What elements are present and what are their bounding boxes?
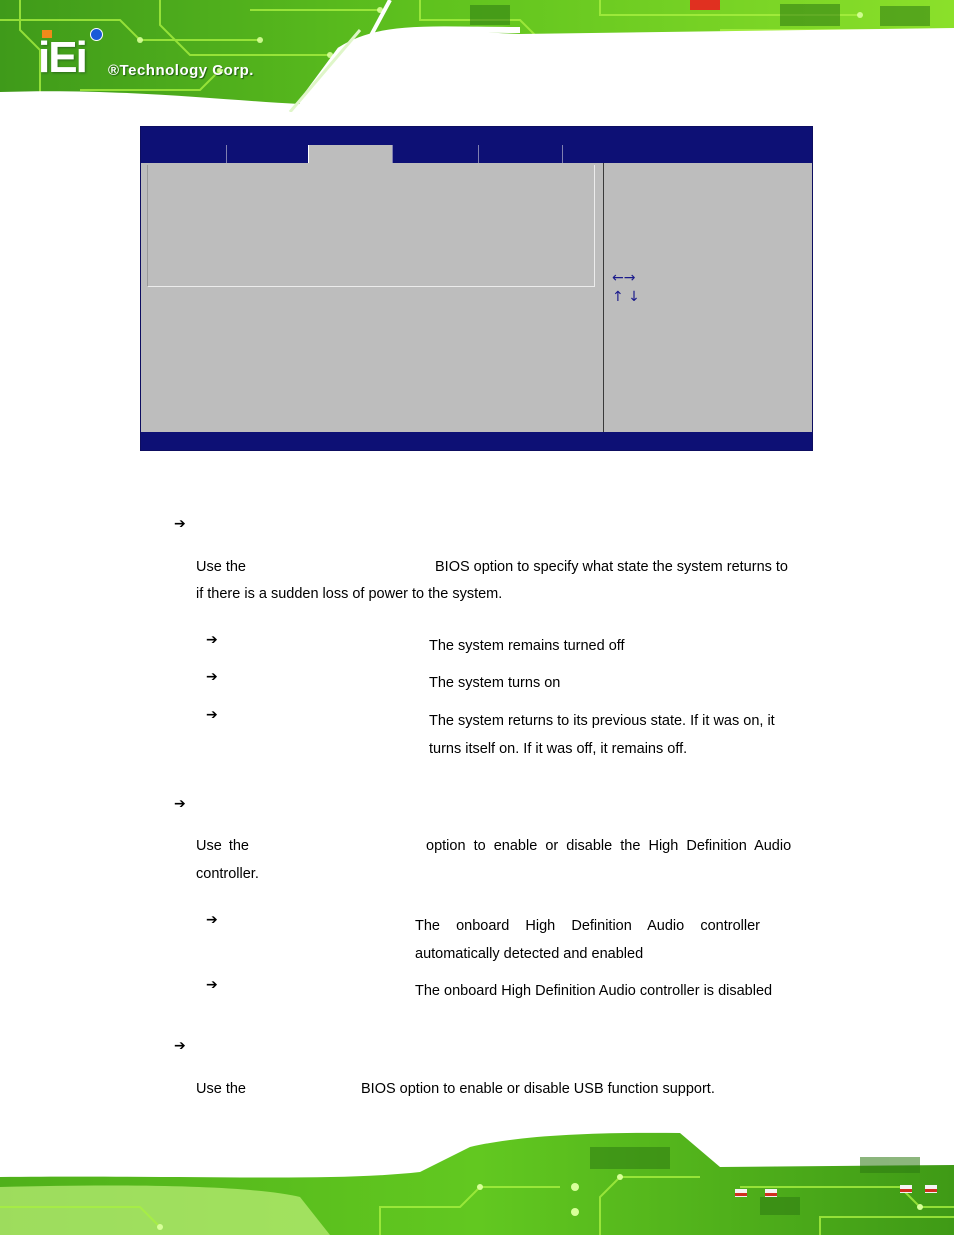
bios-help-divider <box>603 163 604 432</box>
option-description: The system turns on <box>429 675 561 691</box>
option-description-cont: turns itself on. If it was off, it remains off. <box>429 741 688 757</box>
option-description: The system returns to its previous state. If it was on, it <box>429 713 775 729</box>
option-description-cont: automatically detected and enabled <box>415 946 644 962</box>
section-3-desc-mid: BIOS option to enable or disable USB function support. <box>361 1081 715 1097</box>
up-down-arrows-icon: ↑ ↓ <box>612 289 640 305</box>
bios-tab-5 <box>478 145 562 163</box>
page-header <box>0 0 954 112</box>
option-description: The onboard High Definition Audio controller <box>415 918 760 934</box>
option-arrow-icon: ➔ <box>206 977 218 993</box>
logo-blue-dot <box>90 28 103 41</box>
bios-settings-frame <box>147 165 595 287</box>
section-arrow-icon: ➔ <box>174 516 186 532</box>
section-2-desc-start: Use the <box>196 838 249 854</box>
section-arrow-icon: ➔ <box>174 796 186 812</box>
section-1-desc-start: Use the <box>196 559 246 575</box>
bios-tab-1 <box>141 145 226 163</box>
section-1-desc-mid: BIOS option to specify what state the system returns to <box>435 559 788 575</box>
bios-tab-active <box>308 145 392 163</box>
option-description: The system remains turned off <box>429 638 625 654</box>
section-2-desc-mid: option to enable or disable the High Definition Audio <box>426 838 792 854</box>
bios-title-bar <box>141 127 812 163</box>
bios-help-keys <box>612 269 640 307</box>
section-2-desc-end: controller. <box>196 866 259 882</box>
company-name: ®Technology Corp. <box>108 62 254 79</box>
option-arrow-icon: ➔ <box>206 632 218 648</box>
page-footer <box>0 1127 954 1235</box>
option-arrow-icon: ➔ <box>206 707 218 723</box>
logo-text: iEi <box>38 33 86 82</box>
left-right-arrows-icon: ←→ <box>612 270 636 286</box>
section-arrow-icon: ➔ <box>174 1038 186 1054</box>
option-arrow-icon: ➔ <box>206 912 218 928</box>
option-description: The onboard High Definition Audio controller is disabled <box>415 983 773 999</box>
circuit-board-banner <box>0 0 954 112</box>
bios-tab-2 <box>226 145 308 163</box>
bios-tab-6 <box>562 145 644 163</box>
company-logo <box>38 30 108 82</box>
bios-tab-4 <box>392 145 478 163</box>
section-3-desc-start: Use the <box>196 1081 246 1097</box>
section-1-desc-end: if there is a sudden loss of power to the system. <box>196 586 503 602</box>
option-arrow-icon: ➔ <box>206 669 218 685</box>
bios-status-bar <box>141 432 812 450</box>
circuit-board-footer <box>0 1127 954 1235</box>
bios-screenshot <box>140 126 813 451</box>
